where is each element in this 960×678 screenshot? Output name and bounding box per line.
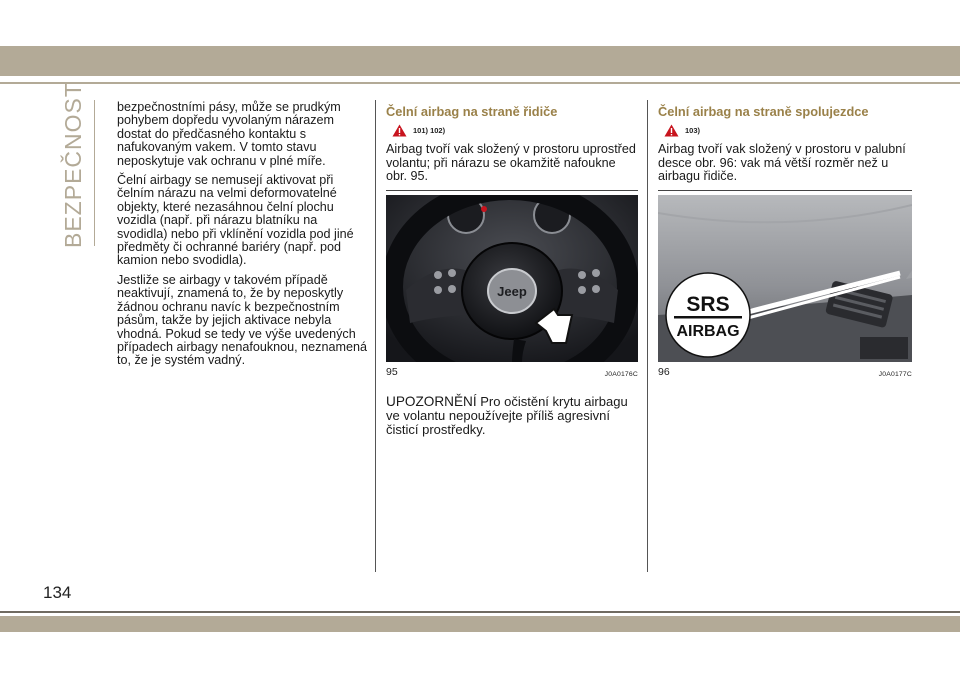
srs-badge-text: SRS [686, 292, 730, 316]
section-heading-passenger-airbag: Čelní airbag na straně spolujezdce [658, 104, 869, 119]
top-band [0, 46, 960, 76]
warning-triangle-icon [392, 124, 407, 137]
dashboard-image [658, 195, 912, 362]
column-separator [375, 100, 376, 572]
column-right [658, 101, 912, 381]
section-title-rule [94, 100, 95, 246]
warning-refs: 101) 102) [413, 126, 446, 135]
section-title: BEZPEČNOST [60, 82, 86, 248]
figure-number: 96 [658, 365, 670, 378]
figure-number: 95 [386, 365, 398, 378]
figure-steering-wheel [386, 195, 638, 362]
figure-rule [658, 190, 912, 191]
warning-reference [392, 124, 638, 137]
paragraph: bezpečnostními pásy, může se prudkým pohybem dopředu vyvolaným nárazem dostat do předčasného kontaktu s nafukovaným vakem. V tomto stavu neposkytuje vak ochranu v plné míře. [117, 100, 341, 168]
warning-triangle-icon [664, 124, 679, 137]
warning-refs: 103) [685, 126, 701, 135]
steering-wheel-image [386, 195, 638, 362]
paragraph: Airbag tvoří vak složený v prostoru v palubní desce obr. 96: vak má větší rozměr než u airbagu řidiče. [658, 142, 906, 184]
jeep-logo: Jeep [497, 283, 527, 299]
top-band-rule [0, 82, 960, 84]
figure-caption [658, 366, 912, 381]
warning-text: Pro očistění krytu airbagu ve volantu nepoužívejte příliš agresivní čisticí prostředky. [386, 394, 628, 438]
column-middle [386, 101, 638, 437]
paragraph: Čelní airbagy se nemusejí aktivovat při čelním nárazu na velmi deformovatelné objekty, které nezasáhnou čelní plochu vozidla (např. při nárazu blatníku na svodidla) nebo při vklínění vozidla pod jiné předměty či ochranné bariéry (např. pod kamion nebo svodidla). [117, 173, 354, 268]
page-number: 134 [43, 583, 72, 602]
column-separator [647, 100, 648, 572]
section-heading-driver-airbag: Čelní airbag na straně řidiče [386, 104, 558, 119]
bottom-band-rule [0, 611, 960, 613]
paragraph: Jestliže se airbagy v takovém případě neaktivují, znamená to, že by neposkytly žádnou ochranu navíc k bezpečnostním pásům, takže by jejich aktivace nebyla vhodná. Pokud se tedy ve výše uvedených případech airbagy nenafouknou, neznamená to, že je systém vadný. [117, 272, 367, 368]
bottom-band [0, 616, 960, 632]
column-left [117, 101, 367, 374]
paragraph: Airbag tvoří vak složený v prostoru uprostřed volantu; při nárazu se okamžitě nafoukne obr. 95. [386, 142, 636, 184]
figure-code: J0A0176C [604, 370, 638, 378]
warning-reference [664, 124, 912, 137]
figure-code: J0A0177C [878, 370, 912, 378]
warning-note [386, 395, 638, 437]
warning-label: UPOZORNĚNÍ [386, 394, 477, 410]
figure-rule [386, 190, 638, 191]
airbag-badge-text: AIRBAG [676, 322, 740, 340]
figure-dashboard [658, 195, 912, 362]
figure-caption [386, 366, 638, 381]
